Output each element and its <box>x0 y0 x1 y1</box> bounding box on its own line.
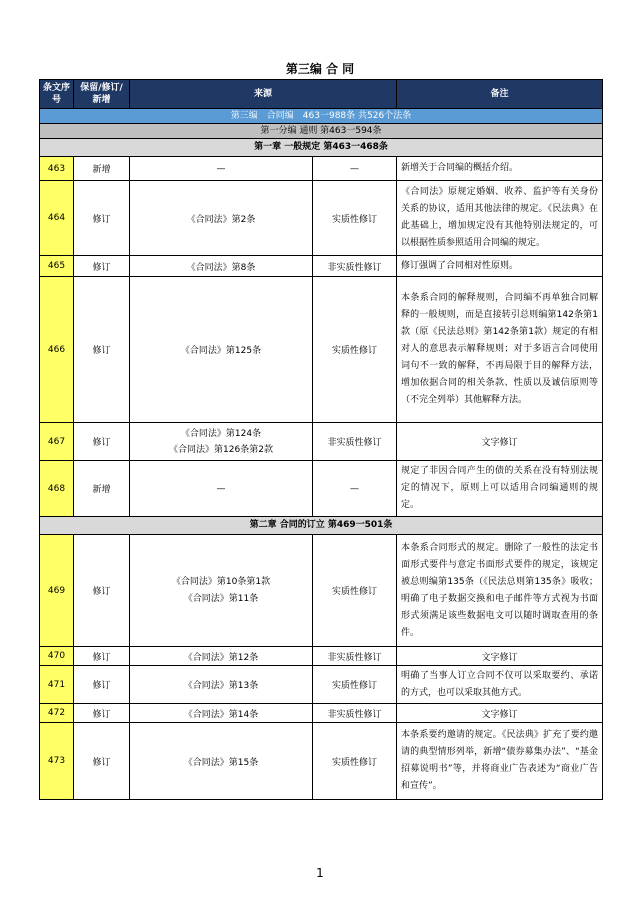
table-row <box>40 423 603 461</box>
table-row <box>40 666 603 704</box>
part-band: 第三编 合同编 463一988条 共526个法条 <box>40 109 603 124</box>
article-status: 修订 <box>74 181 130 256</box>
page-title: 第三编 合 同 <box>285 62 355 76</box>
article-source: — <box>130 461 313 517</box>
article-status: 修订 <box>74 277 130 423</box>
article-number: 470 <box>40 647 74 666</box>
article-number: 471 <box>40 666 74 704</box>
article-nature: — <box>313 157 397 181</box>
table-row <box>40 277 603 423</box>
article-source: 《合同法》第14条 <box>130 704 313 723</box>
article-status: 修订 <box>74 647 130 666</box>
table-row <box>40 647 603 666</box>
table-header <box>40 80 603 109</box>
header-status: 保留/修订/新增 <box>74 80 130 109</box>
article-nature: — <box>313 461 397 517</box>
article-source-line: 《合同法》第10条第1款 <box>171 576 271 587</box>
article-status: 修订 <box>74 256 130 277</box>
header-number: 条文序号 <box>40 80 74 109</box>
article-nature: 实质性修订 <box>313 277 397 423</box>
article-number: 466 <box>40 277 74 423</box>
article-source: — <box>130 157 313 181</box>
articles-table <box>39 79 603 800</box>
article-source-line: 《合同法》第11条 <box>183 593 259 604</box>
article-number: 472 <box>40 704 74 723</box>
article-source: 《合同法》第15条 <box>130 723 313 800</box>
chapter-band: 第一章 一般规定 第463一468条 <box>40 139 603 157</box>
article-status: 修订 <box>74 535 130 647</box>
table-row <box>40 535 603 647</box>
article-nature: 非实质性修订 <box>313 647 397 666</box>
table-row <box>40 723 603 800</box>
article-number: 463 <box>40 157 74 181</box>
article-note: 文字修订 <box>397 647 603 666</box>
article-number: 473 <box>40 723 74 800</box>
article-note: 修订强调了合同相对性原则。 <box>397 256 603 277</box>
article-source: 《合同法》第13条 <box>130 666 313 704</box>
article-status: 新增 <box>74 461 130 517</box>
article-note: 明确了当事人订立合同不仅可以采取要约、承诺的方式，也可以采取其他方式。 <box>397 666 603 704</box>
article-note: 本条系要约邀请的规定。《民法典》扩充了要约邀请的典型情形列举，新增“债券募集办法”、“基金招募说明书”等，并将商业广告表述为“商业广告和宣传”。 <box>397 723 603 800</box>
article-number: 467 <box>40 423 74 461</box>
article-nature: 实质性修订 <box>313 181 397 256</box>
table-row <box>40 157 603 181</box>
table-row <box>40 256 603 277</box>
article-source: 《合同法》第125条 <box>130 277 313 423</box>
header-source: 来源 <box>130 80 397 109</box>
article-nature: 非实质性修订 <box>313 423 397 461</box>
article-source <box>130 535 313 647</box>
article-source-line: 《合同法》第126条第2款 <box>169 444 273 455</box>
article-source <box>130 423 313 461</box>
article-note: 本条系合同形式的规定。删除了一般性的法定书面形式要件与意定书面形式要件的规定，该规定被总则编第135条（《民法总则第135条》吸收；明确了电子数据交换和电子邮件等方式视为书面形式须满足该些数据电文可以随时调取查用的条件。 <box>397 535 603 647</box>
article-number: 469 <box>40 535 74 647</box>
article-note: 文字修订 <box>397 423 603 461</box>
table-row <box>40 181 603 256</box>
article-number: 464 <box>40 181 74 256</box>
article-status: 修订 <box>74 704 130 723</box>
table-row <box>40 461 603 517</box>
article-number: 468 <box>40 461 74 517</box>
subpart-band: 第一分编 通则 第463一594条 <box>40 124 603 139</box>
article-source: 《合同法》第12条 <box>130 647 313 666</box>
article-source-line: 《合同法》第124条 <box>180 428 262 439</box>
article-note: 文字修订 <box>397 704 603 723</box>
article-nature: 非实质性修订 <box>313 704 397 723</box>
article-status: 修订 <box>74 723 130 800</box>
article-note: 《合同法》原规定婚姻、收养、监护等有关身份关系的协议，适用其他法律的规定。《民法典》在此基础上，增加规定没有其他特别法规定的，可以根据性质参照适用合同编的规定。 <box>397 181 603 256</box>
article-status: 修订 <box>74 666 130 704</box>
article-nature: 非实质性修订 <box>313 256 397 277</box>
article-source: 《合同法》第8条 <box>130 256 313 277</box>
page-number: 1 <box>316 866 324 880</box>
article-number: 465 <box>40 256 74 277</box>
article-nature: 实质性修订 <box>313 723 397 800</box>
chapter-band: 第二章 合同的订立 第469一501条 <box>40 517 603 535</box>
header-note: 备注 <box>397 80 603 109</box>
article-source: 《合同法》第2条 <box>130 181 313 256</box>
article-note: 规定了非因合同产生的债的关系在没有特别法规定的情况下，原则上可以适用合同编通则的规定。 <box>397 461 603 517</box>
article-status: 新增 <box>74 157 130 181</box>
table-row <box>40 704 603 723</box>
article-note: 新增关于合同编的概括介绍。 <box>397 157 603 181</box>
article-note: 本条系合同的解释规则，合同编不再单独合同解释的一般规则，而是直接转引总则编第142条第1款（原《民法总则》第142条第1款）规定的有相对人的意思表示解释规则；对于多语言合同使用词句不一致的解释，不再局限于目的解释方法，增加依据合同的相关条款、性质以及诚信原则等（不完全列举）其他解释方法。 <box>397 277 603 423</box>
article-nature: 实质性修订 <box>313 666 397 704</box>
article-status: 修订 <box>74 423 130 461</box>
article-nature: 实质性修订 <box>313 535 397 647</box>
